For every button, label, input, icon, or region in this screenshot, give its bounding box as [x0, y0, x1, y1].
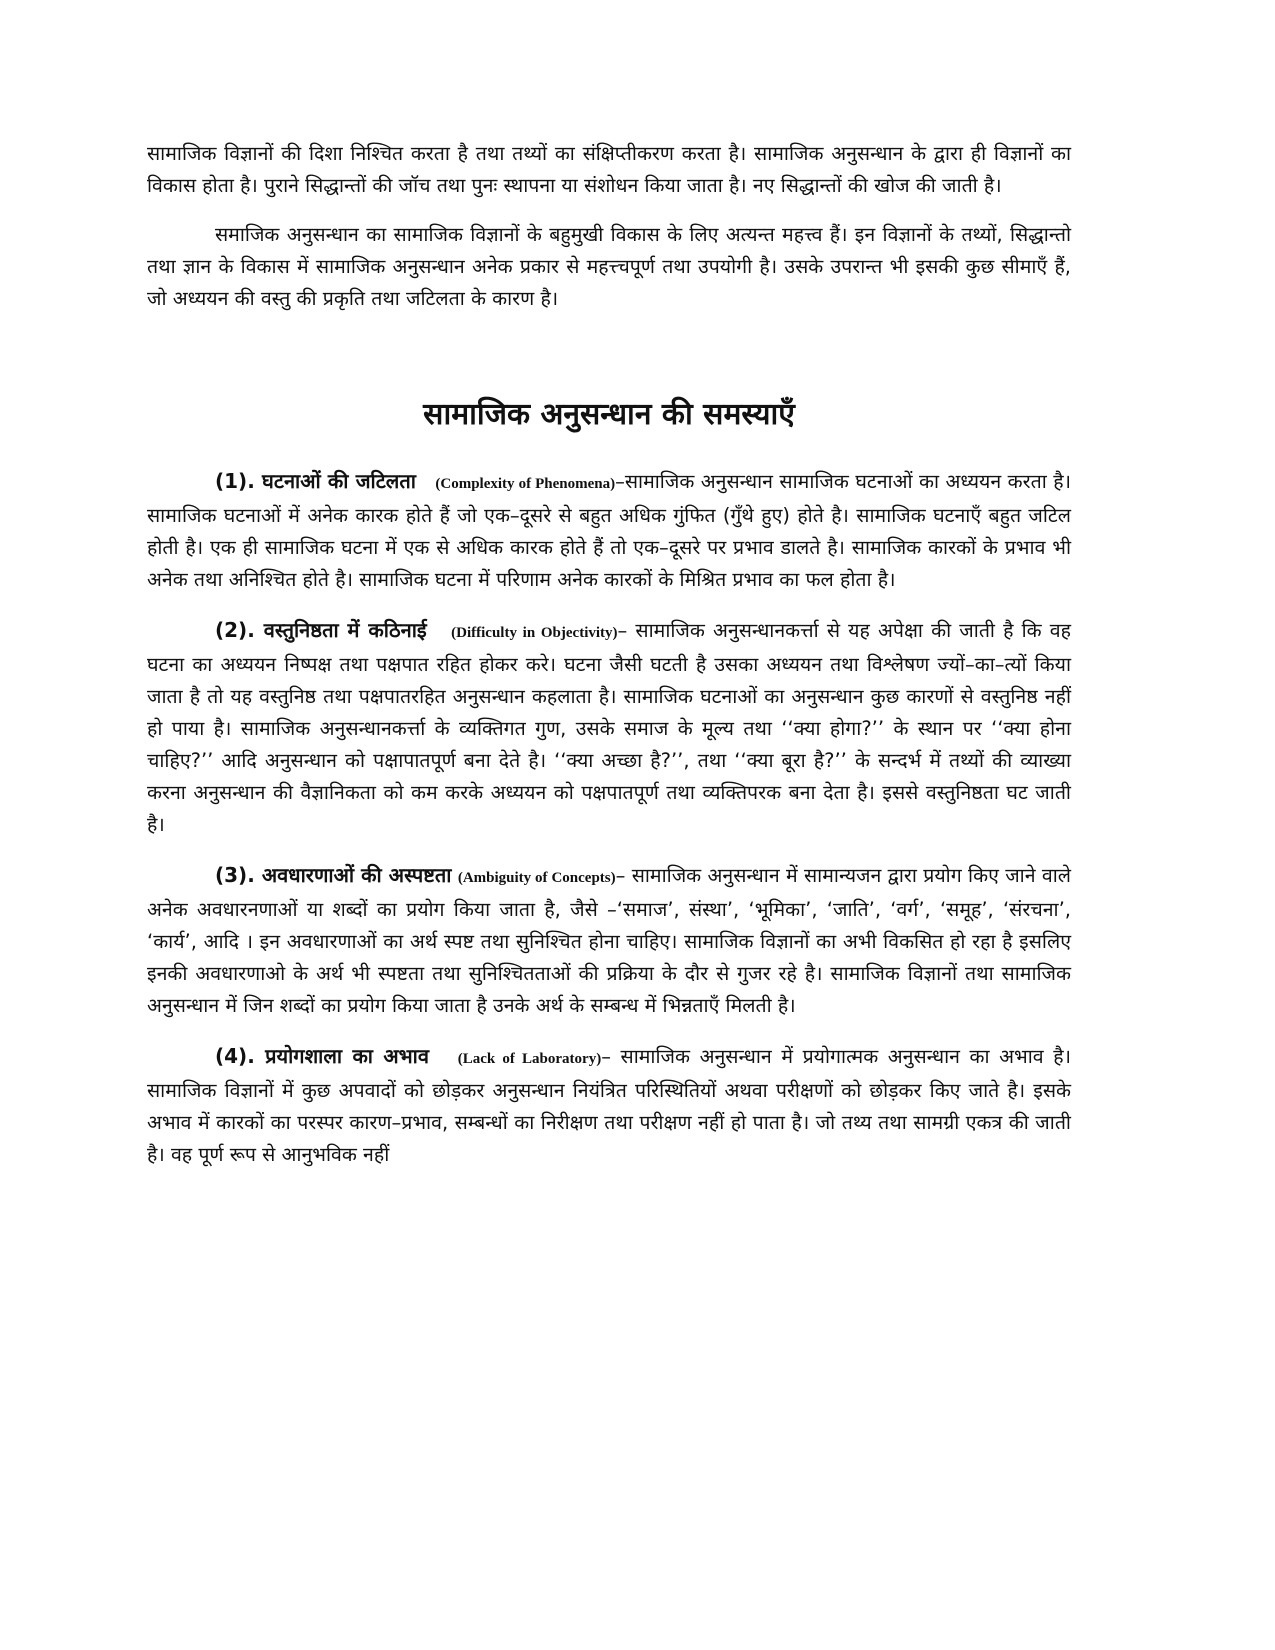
- problem-title-1: (1). घटनाओं की जटिलता: [215, 469, 416, 493]
- problem-section-1: [147, 465, 1071, 596]
- problem-english-3: (Ambiguity of Concepts): [457, 870, 616, 886]
- body-paragraph-2: समाजिक अनुसन्धान का सामाजिक विज्ञानों के बहुमुखी विकास के लिए अत्यन्त महत्त्व हैं। इन विज्ञानों के तथ्यों, सिद्धान्तो तथा ज्ञान के विकास में सामाजिक अनुसन्धान अनेक प्रकार से महत्त्चपूर्ण तथा उपयोगी है। उसके उपरान्त भी इसकी कुछ सीमाएँ हैं, जो अध्ययन की वस्तु की प्रकृति तथा जटिलता के कारण है।: [147, 223, 1071, 310]
- problem-title-2: (2). वस्तुनिष्ठता में कठिनाई: [215, 618, 427, 642]
- problem-section-3: [147, 859, 1071, 1022]
- document-page: [147, 138, 1071, 1189]
- problem-title-3: (3). अवधारणाओं की अस्पष्टता: [215, 863, 452, 887]
- body-paragraph-1: सामाजिक विज्ञानों की दिशा निश्चित करता है तथा तथ्यों का संक्षिप्तीकरण करता है। सामाजिक अनुसन्धान के द्वारा ही विज्ञानों का विकास होता है। पुराने सिद्धान्तों की जॉच तथा पुनः स्थापना या संशोधन किया जाता है। नए सिद्धान्तों की खोज की जाती है।: [147, 142, 1071, 197]
- problem-body-3: – सामाजिक अनुसन्धान में सामान्यजन द्वारा प्रयोग किए जाने वाले अनेक अवधारनणाओं या शब्दों का प्रयोग किया जाता है, जैसे –‘समाज’, संस्था’, ‘भूमिका’, ‘जाति’, ‘वर्ग’, ‘समूह’, ‘संरचना’, ‘कार्य’, आदि । इन अवधारणाओं का अर्थ स्पष्ट तथा सुनिश्चित होना चाहिए। सामाजिक विज्ञानों का अभी विकसित हो रहा है इसलिए इनकी अवधारणाओ के अर्थ भी स्पष्टता तथा सुनिश्चितताओं की प्रक्रिया के दौर से गुजर रहे है। सामाजिक विज्ञानों तथा सामाजिक अनुसन्धान में जिन शब्दों का प्रयोग किया जाता है उनके अर्थ के सम्बन्ध में भिन्नताएँ मिलती है।: [147, 864, 1071, 1017]
- problem-body-1: –सामाजिक अनुसन्धान सामाजिक घटनाओं का अध्ययन करता है। सामाजिक घटनाओं में अनेक कारक होते हैं जो एक–दूसरे से बहुत अधिक गुंफित (गुँथे हुए) होते है। सामाजिक घटनाएँ बहुत जटिल होती है। एक ही सामाजिक घटना में एक से अधिक कारक होते हैं तो एक–दूसरे पर प्रभाव डालते है। सामाजिक कारकों के प्रभाव भी अनेक तथा अनिश्चित होते है। सामाजिक घटना में परिणाम अनेक कारकों के मिश्रित प्रभाव का फल होता है।: [147, 470, 1071, 591]
- problem-body-4: – सामाजिक अनुसन्धान में प्रयोगात्मक अनुसन्धान का अभाव है। सामाजिक विज्ञानों में कुछ अपवादों को छोड़कर अनुसन्धान नियंत्रित परिस्थितियों अथवा परीक्षणों को छोड़कर किए जाते है। इसके अभाव में कारकों का परस्पर कारण–प्रभाव, सम्बन्धों का निरीक्षण तथा परीक्षण नहीं हो पाता है। जो तथ्य तथा सामग्री एकत्र की जाती है। वह पूर्ण रूप से आनुभविक नहीं: [147, 1045, 1071, 1166]
- problem-body-2: – सामाजिक अनुसन्धानकर्त्ता से यह अपेक्षा की जाती है कि वह घटना का अध्ययन निष्पक्ष तथा पक्षपात रहित होकर करे। घटना जैसी घटती है उसका अध्ययन तथा विश्लेषण ज्यों–का–त्यों किया जाता है तो यह वस्तुनिष्ठ तथा पक्षपातरहित अनुसन्धान कहलाता है। सामाजिक घटनाओं का अनुसन्धान कुछ कारणों से वस्तुनिष्ठ नहीं हो पाया है। सामाजिक अनुसन्धानकर्त्ता के व्यक्तिगत गुण, उसके समाज के मूल्य तथा ‘‘क्या होगा?’’ के स्थान पर ‘‘क्या होना चाहिए?’’ आदि अनुसन्धान को पक्षापातपूर्ण बना देते है। ‘‘क्या अच्छा है?’’, तथा ‘‘क्या बूरा है?’’ के सन्दर्भ में तथ्यों की व्याख्या करना अनुसन्धान की वैज्ञानिकता को कम करके अध्ययन को पक्षपातपूर्ण तथा व्यक्तिपरक बना देता है। इससे वस्तुनिष्ठता घट जाती है।: [147, 619, 1072, 836]
- problem-english-1: (Complexity of Phenomena): [435, 476, 616, 492]
- section-heading: सामाजिक अनुसन्धान की समस्याएँ: [423, 397, 795, 432]
- problem-english-2: (Difficulty in Objectivity): [451, 625, 618, 641]
- problem-section-4: [147, 1040, 1071, 1171]
- problem-title-4: (4). प्रयोगशाला का अभाव: [215, 1044, 429, 1068]
- problem-english-4: (Lack of Laboratory): [457, 1051, 602, 1067]
- problem-section-2: [147, 614, 1071, 841]
